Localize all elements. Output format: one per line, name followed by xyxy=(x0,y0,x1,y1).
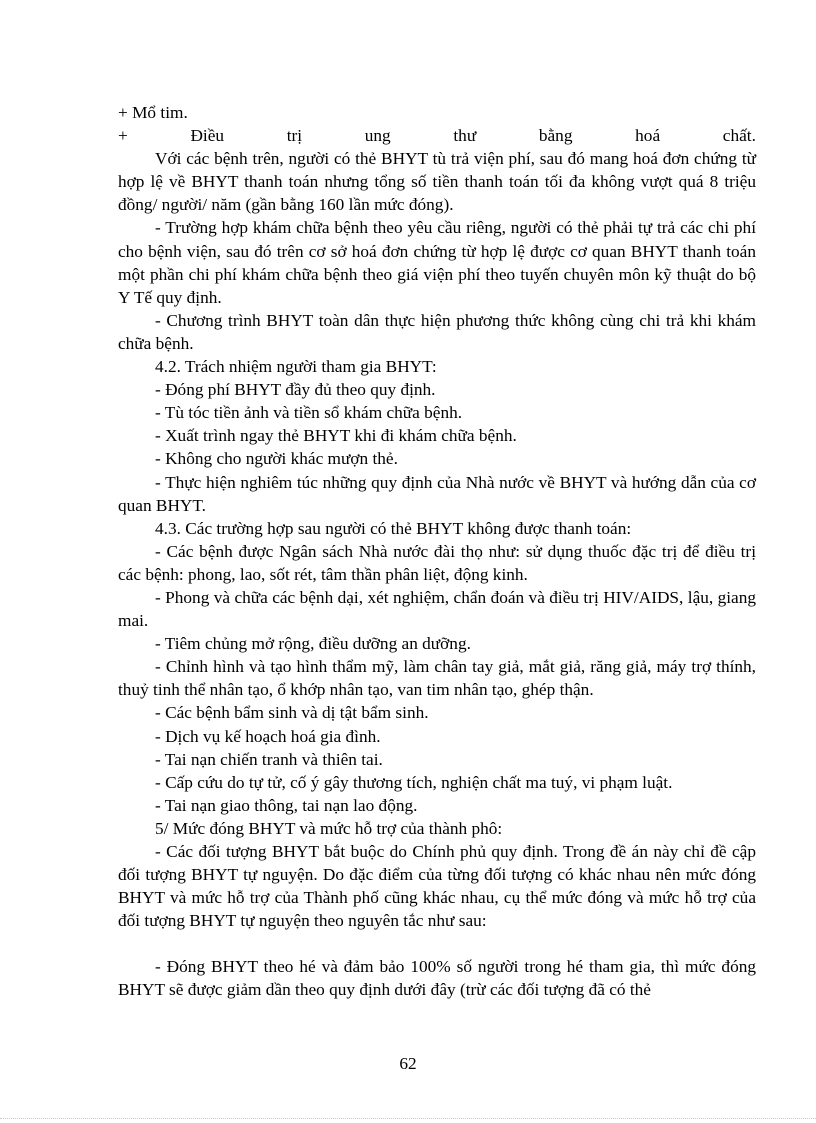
chemo-word: hoá xyxy=(635,126,661,146)
paragraph-reimbursement-limit: Với các bệnh trên, người có thẻ BHYT tù trả viện phí, sau đó mang hoá đơn chứng từ hợp lệ về BHYT thanh toán nhưng tổng số tiền thanh toán tối đa không vượt quá 8 triệu đồng/ người/ năm (gần bằng 160 lần mức đóng). xyxy=(118,149,756,215)
chemo-word: + xyxy=(118,126,128,146)
paragraph-spacer xyxy=(118,932,756,955)
list-item: - Tai nạn giao thông, tai nạn lao động. xyxy=(155,795,418,815)
document-body xyxy=(118,101,756,1002)
list-item: - Dịch vụ kế hoạch hoá gia đình. xyxy=(155,726,381,746)
list-item: - Đóng phí BHYT đầy đủ theo quy định. xyxy=(155,380,436,400)
list-item: - Tiêm chủng mở rộng, điều dưỡng an dưỡng. xyxy=(155,634,471,654)
chemo-word: Điều xyxy=(190,126,225,146)
section-heading-4-3: 4.3. Các trường hợp sau người có thẻ BHYT không được thanh toán: xyxy=(155,518,632,538)
list-item: - Xuất trình ngay thẻ BHYT khi đi khám chữa bệnh. xyxy=(155,426,517,446)
list-item: - Không cho người khác mượn thẻ. xyxy=(155,449,398,469)
paragraph-household-contribution: - Đóng BHYT theo hé và đảm bảo 100% số người trong hé tham gia, thì mức đóng BHYT sẽ được giảm dần theo quy định dưới đây (trừ các đối tượng đã có thẻ xyxy=(118,957,756,1000)
bullet-chemotherapy xyxy=(118,124,756,147)
list-item: - Cấp cứu do tự tử, cố ý gây thương tích, nghiện chất ma tuý, vi phạm luật. xyxy=(155,772,673,792)
chemo-word: ung xyxy=(364,126,391,146)
bullet-heart-surgery: + Mổ tim. xyxy=(118,103,188,122)
list-item: - Tai nạn chiến tranh và thiên tai. xyxy=(155,749,383,769)
paragraph-contribution-levels: - Các đối tượng BHYT bắt buộc do Chính phủ quy định. Trong đề án này chỉ đề cập đối tượng BHYT tự nguyện. Do đặc điểm của từng đối tượng có khác nhau nên mức đóng BHYT và mức hỗ trợ của Thành phố cũng khác nhau, cụ thể mức đóng và mức hỗ trợ của đối tượng BHYT tự nguyện theo nguyên tắc như sau: xyxy=(118,842,756,931)
chemo-word: thư xyxy=(453,126,477,146)
list-item: - Phong và chữa các bệnh dại, xét nghiệm, chẩn đoán và điều trị HIV/AIDS, lậu, giang mai. xyxy=(118,587,756,631)
paragraph-universal-bhyt: - Chương trình BHYT toàn dân thực hiện phương thức không cùng chi trả khi khám chữa bệnh. xyxy=(118,310,756,353)
list-item: - Các bệnh được Ngân sách Nhà nước đài thọ như: sử dụng thuốc đặc trị để điều trị các bệnh: phong, lao, sốt rét, tâm thần phân liệt, động kinh. xyxy=(118,541,756,584)
page-number: 62 xyxy=(399,1054,417,1073)
page-bottom-edge xyxy=(0,1118,816,1119)
section-heading-4-2: 4.2. Trách nhiệm người tham gia BHYT: xyxy=(155,357,437,377)
chemo-word: bằng xyxy=(538,126,573,146)
paragraph-on-request-treatment: - Trường hợp khám chữa bệnh theo yêu cầu riêng, người có thẻ phải tự trả các chi phí cho bệnh viện, sau đó trên cơ sở hoá đơn chứng từ hợp lệ được cơ quan BHYT thanh toán một phần chi phí khám chữa bệnh theo giá viện phí theo tuyến chuyên môn kỹ thuật do bộ Y Tế quy định. xyxy=(118,218,756,307)
chemo-word: trị xyxy=(286,126,303,146)
list-item: - Các bệnh bẩm sinh và dị tật bẩm sinh. xyxy=(155,703,429,723)
chemo-word: chất. xyxy=(722,126,756,146)
list-item: - Thực hiện nghiêm túc những quy định của Nhà nước về BHYT và hướng dẫn của cơ quan BHYT. xyxy=(118,472,756,515)
list-item: - Tù tóc tiền ảnh và tiền sổ khám chữa bệnh. xyxy=(155,403,463,423)
section-heading-5: 5/ Mức đóng BHYT và mức hỗ trợ của thành phô: xyxy=(155,818,503,838)
list-item: - Chỉnh hình và tạo hình thẩm mỹ, làm chân tay giả, mắt giả, răng giả, máy trợ thính, thuỷ tinh thể nhân tạo, ổ khớp nhân tạo, van tim nhân tạo, ghép thận. xyxy=(118,657,756,700)
